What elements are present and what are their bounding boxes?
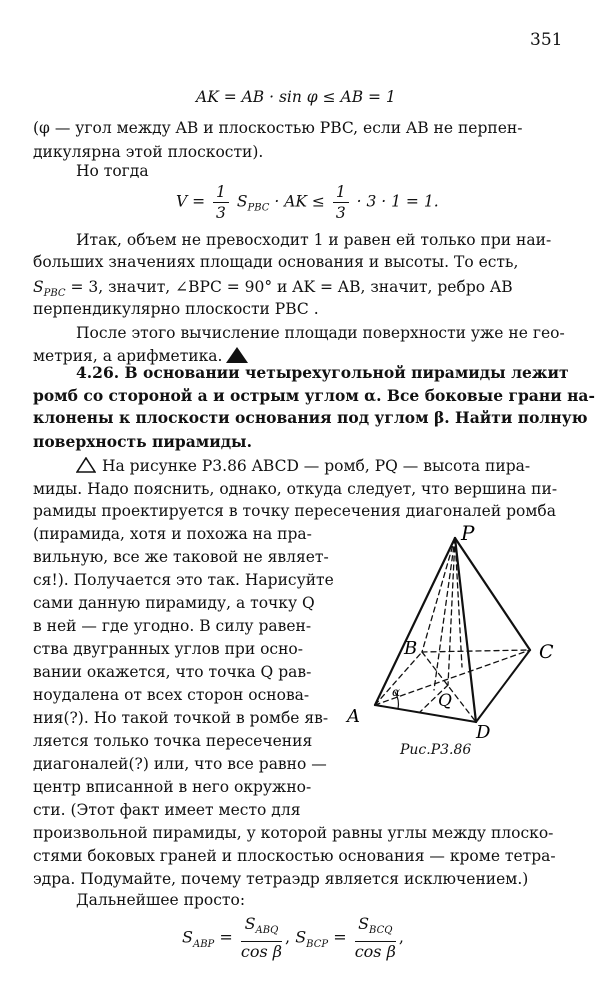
text-line: центр вписанной в него окружно- (33, 778, 312, 796)
text-line: ноудалена от всех сторон основа- (33, 686, 310, 704)
eq-part: V = (176, 192, 206, 211)
pyramid-figure (340, 520, 580, 745)
text-line: стями боковых граней и плоскостью основания — кроме тетра- (33, 847, 556, 865)
eq-part: S (358, 914, 370, 933)
problem-line: ромб со стороной a и острым углом α. Все боковые грани на- (33, 386, 595, 405)
label-a: A (347, 706, 360, 727)
fraction (213, 182, 229, 223)
fraction-num: 1 (213, 182, 229, 203)
text-line: ния(?). Но такой точкой в ромбе яв- (33, 709, 329, 727)
text-line: миды. Надо пояснить, однако, откуда следует, что вершина пи- (33, 480, 558, 498)
equation-volume (176, 182, 439, 223)
text-line: рамиды проектируется в точку пересечения диагоналей ромба (33, 502, 556, 520)
fraction-den: 3 (216, 204, 226, 222)
edge-dc (476, 650, 530, 722)
page-number: 351 (530, 30, 563, 50)
label-alpha: α (392, 685, 401, 699)
text-line: сами данную пирамиду, а точку Q (33, 594, 315, 612)
eq-subscript: BCP (306, 938, 329, 950)
problem-line: клонены к плоскости основания под углом β. Найти полную (33, 408, 588, 427)
eq-subscript: BCQ (369, 925, 393, 937)
text-line: Дальнейшее просто: (76, 891, 246, 909)
text-line: больших значениях площади основания и высоты. То есть, (33, 253, 519, 271)
text-line: Но тогда (76, 162, 149, 180)
text-line (76, 455, 530, 478)
eq-part: S (182, 927, 193, 947)
eq-part: S (236, 192, 248, 211)
text-line: ся!). Получается это так. Нарисуйте (33, 571, 334, 589)
text-line: После этого вычисление площади поверхности уже не гео- (76, 324, 565, 342)
text-line: произвольной пирамиды, у которой равны углы между плоско- (33, 824, 554, 842)
figure-caption: Рис.Р3.86 (400, 742, 472, 758)
diagonal-bd (422, 652, 476, 722)
solution-start-icon (76, 457, 96, 473)
fraction (333, 182, 349, 223)
fraction (355, 914, 396, 962)
fraction-den: 3 (335, 204, 346, 222)
eq-part: , (398, 927, 404, 947)
eq-part: · AK ≤ (274, 192, 325, 211)
eq-part: метрия, а арифметика. (33, 347, 223, 365)
eq-subscript: ABP (192, 938, 215, 950)
eq-part: S (244, 914, 256, 933)
eq-part: S (295, 927, 307, 947)
text-line: в ней — где угодно. В силу равен- (33, 617, 312, 635)
equation-areas (182, 914, 404, 962)
eq-part: · 3 · 1 = 1. (356, 192, 439, 211)
text-line: (φ — угол между AB и плоскостью PBC, если AB не перпен- (33, 119, 523, 137)
eq-subscript: PBC (43, 288, 66, 300)
label-d: D (476, 722, 491, 743)
text-line: диагоналей(?) или, что все равно — (33, 755, 327, 773)
eq-part: = (219, 927, 233, 947)
text-line: эдра. Подумайте, почему тетраэдр является исключением.) (33, 870, 529, 888)
text-line: (пирамида, хотя и похожа на пра- (33, 525, 312, 543)
problem-line: поверхность пирамиды. (33, 432, 252, 451)
fraction-num (241, 914, 282, 942)
text-line: Итак, объем не превосходит 1 и равен ей только при наи- (76, 231, 552, 249)
text-line: дикулярна этой плоскости). (33, 143, 264, 161)
text-line: вильную, все же таковой не являет- (33, 548, 329, 566)
label-b: B (404, 638, 418, 659)
text-line: перпендикулярно плоскости PBC . (33, 300, 319, 318)
eq-part: , (285, 927, 291, 947)
eq-part: = 3, значит, ∠BPC = 90° и AK = AB, значит, ребро AB (65, 278, 513, 296)
equation-ak: AK = AB · sin φ ≤ AB = 1 (196, 88, 396, 106)
eq-subscript: ABQ (255, 925, 279, 937)
text-line: ляется только точка пересечения (33, 732, 313, 750)
fraction-num (355, 914, 396, 942)
fraction-num: 1 (333, 182, 349, 203)
eq-part: = (333, 927, 347, 947)
text-line: сти. (Этот факт имеет место для (33, 801, 301, 819)
problem-line: 4.26. В основании четырехугольной пирамиды лежит (76, 363, 569, 382)
eq-part: S (33, 278, 44, 296)
label-p: P (461, 521, 475, 545)
fraction-den: cos β (240, 942, 283, 962)
eq-part: На рисунке Р3.86 ABCD — ромб, PQ — высота пира- (102, 457, 531, 475)
eq-subscript: PBC (247, 202, 270, 214)
text-line: вании окажется, что точка Q рав- (33, 663, 312, 681)
label-q: Q (438, 691, 452, 711)
apothem-line (455, 538, 462, 667)
fraction (241, 914, 282, 962)
text-line: ства двугранных углов при осно- (33, 640, 303, 658)
fraction-den: cos β (354, 942, 396, 962)
edge-bc-hidden (422, 650, 530, 652)
label-c: C (539, 641, 554, 663)
